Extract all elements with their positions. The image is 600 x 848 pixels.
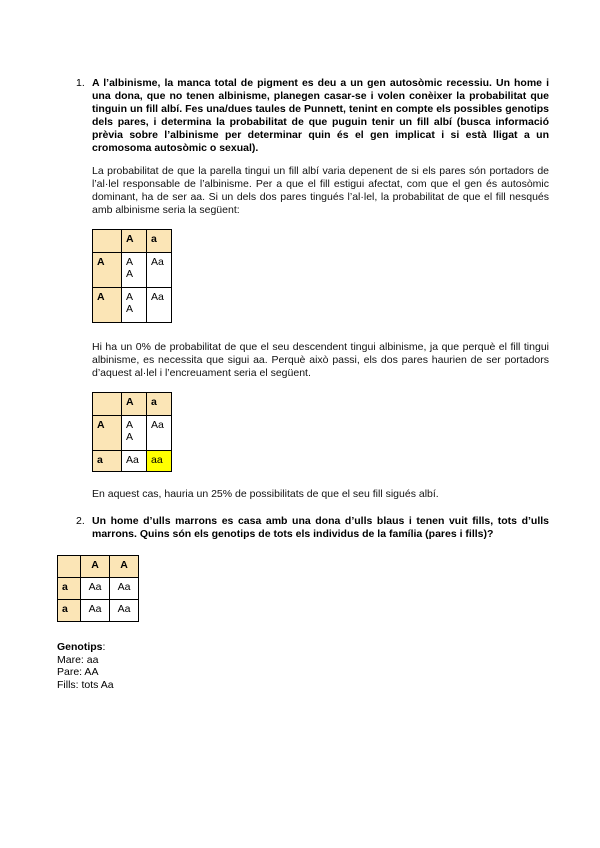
punnett-col-header: a [147,393,172,416]
punnett-cell: A A [122,288,147,323]
question-1-text: A l’albinisme, la manca total de pigment es deu a un gen autosòmic recessiu. Un home i una dona, que no tenen albinisme, planegen casar-se i volen conèixer la probabilitat que tinguin un fill albí. Fes una/dues taules de Punnett, tenint en compte els possibles genotips dels pares, i determina la probabilitat de que puguin tenir un fill albí (busca informació prèvia sobre l’albinisme per determinar quin és el gen implicat i si està lligat a un cromosoma autosòmic o sexual). [92,77,549,154]
punnett-cell: A A [122,253,147,288]
punnett-corner [93,393,122,416]
question-2-number: 2. [76,515,85,527]
punnett-row-header: A [93,416,122,451]
punnett-cell-highlighted: aa [147,451,172,472]
genotype-line-mother: Mare: aa [57,653,99,666]
punnett-col-header: A [122,393,147,416]
answer-1-paragraph-3: En aquest cas, hauria un 25% de possibilitats de que el seu fill sigués albí. [92,488,439,500]
genotype-line-father: Pare: AA [57,666,99,678]
punnett-table-3 [57,555,139,622]
punnett-row-header: A [93,288,122,323]
punnett-table-1 [92,229,172,323]
answer-1-paragraph-2: Hi ha un 0% de probabilitat de que el seu descendent tingui albinisme, ja que perquè el fill tingui albinisme, es necessita que sigui aa. Perquè això passi, els dos pares haurien de ser portadors d’aquest al·lel i l’encreuament seria el següent. [92,341,549,379]
genotypes-colon: : [102,641,106,653]
punnett-col-header: A [110,556,139,578]
punnett-cell: Aa [147,416,172,451]
genotypes-block [57,641,114,691]
punnett-corner [93,230,122,253]
punnett-col-header: a [147,230,172,253]
punnett-col-header: A [81,556,110,578]
punnett-corner [58,556,81,578]
genotypes-title: Genotips [57,641,103,653]
punnett-cell: Aa [147,253,172,288]
punnett-col-header: A [122,230,147,253]
genotype-line-children: Fills: tots Aa [57,678,114,691]
punnett-row-header: a [58,578,81,600]
punnett-cell: Aa [147,288,172,323]
punnett-row-header: a [93,451,122,472]
punnett-cell: A A [122,416,147,451]
question-1-number: 1. [76,77,85,89]
punnett-row-header: A [93,253,122,288]
answer-1-paragraph-1: La probabilitat de que la parella tingui un fill albí varia depenent de si els pares són portadors de l’al·lel responsable de l’albinisme. Per a que el fill estigui afectat, com que el gen és autosòmic dominant, ha de ser aa. Si un dels dos pares tingués l’al·lel, la probabilitat de que el fill nesqués amb albinisme seria la següent: [92,165,549,216]
genotypes-heading [57,641,114,654]
punnett-cell: Aa [81,600,110,622]
punnett-cell: Aa [81,578,110,600]
punnett-cell: Aa [110,578,139,600]
question-2-text: Un home d’ulls marrons es casa amb una dona d’ulls blaus i tenen vuit fills, tots d’ulls marrons. Quins són els genotips de tots els individus de la família (pares i fills)? [92,515,549,540]
punnett-cell: Aa [122,451,147,472]
punnett-row-header: a [58,600,81,622]
punnett-cell: Aa [110,600,139,622]
punnett-table-2 [92,392,172,472]
